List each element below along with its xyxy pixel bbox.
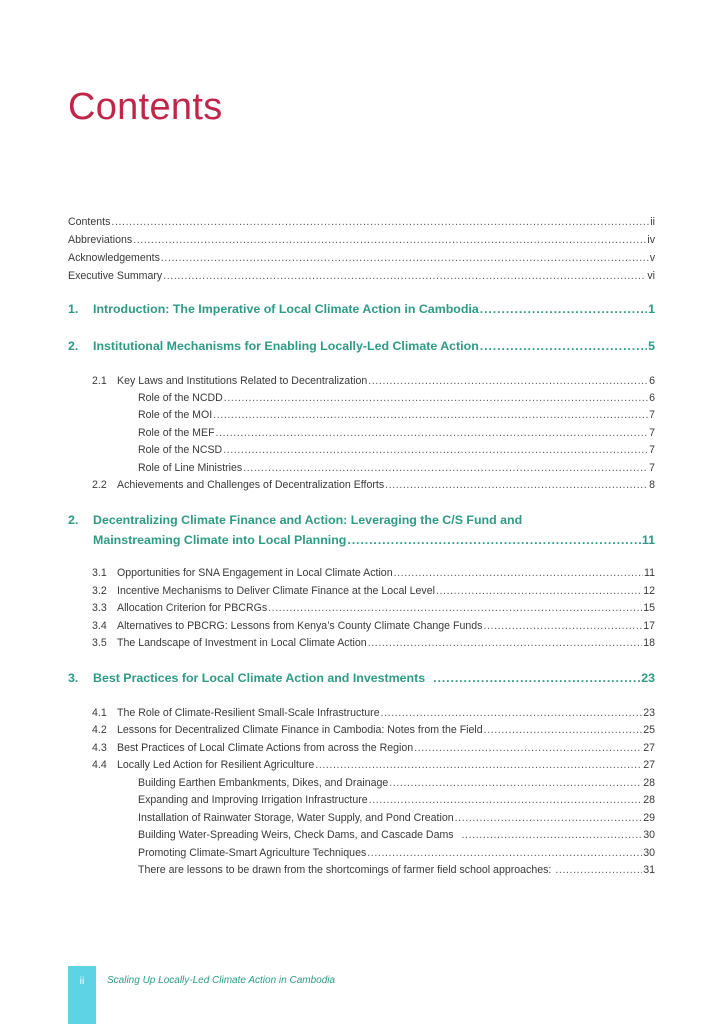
toc-section-4-4[interactable] (68, 758, 655, 772)
toc-page-number: ii (650, 216, 655, 228)
toc-leader (347, 530, 641, 550)
toc-page-number: vi (647, 270, 655, 282)
section-number: 3.5 (92, 637, 107, 649)
chapter-number: 2. (68, 339, 79, 353)
toc-label: The Role of Climate-Resilient Small-Scale Infrastructure (117, 707, 380, 719)
toc-leader (213, 408, 648, 422)
toc-page-number: 7 (649, 444, 655, 456)
toc-leader (455, 811, 643, 825)
toc-subsection-embankments[interactable] (68, 776, 655, 790)
toc-leader (133, 233, 646, 247)
toc-section-3-1[interactable] (68, 566, 655, 580)
toc-leader (480, 337, 647, 355)
toc-page-number: 7 (649, 462, 655, 474)
toc-subsection-climate-smart[interactable] (68, 846, 655, 860)
toc-subsection-mef[interactable] (68, 426, 655, 440)
toc-page-number: 27 (643, 759, 655, 771)
toc-leader (216, 426, 649, 440)
chapter-number: 3. (68, 671, 79, 685)
toc-page-number: 11 (644, 567, 655, 579)
toc-leader (224, 391, 648, 405)
toc-leader (243, 461, 648, 475)
toc-section-2-1[interactable] (68, 374, 655, 388)
toc-subsection-rainwater[interactable] (68, 811, 655, 825)
section-number: 3.1 (92, 567, 107, 579)
toc-page-number: 6 (649, 392, 655, 404)
toc-label: Acknowledgements (68, 252, 160, 264)
toc-leader (369, 793, 643, 807)
toc-section-3-4[interactable] (68, 619, 655, 633)
toc-leader (111, 215, 649, 229)
toc-chapter-4[interactable] (68, 669, 655, 687)
toc-subsection-ncsd[interactable] (68, 443, 655, 457)
toc-leader (389, 776, 642, 790)
toc-label: Building Earthen Embankments, Dikes, and Drainage (138, 777, 389, 789)
toc-label: Opportunities for SNA Engagement in Local Climate Action (117, 567, 393, 579)
toc-label: Key Laws and Institutions Related to Decentralization (117, 375, 368, 387)
toc-leader (163, 269, 646, 283)
toc-label: Role of the NCDD (138, 392, 223, 404)
toc-label: Lessons for Decentralized Climate Finance in Cambodia: Notes from the Field (117, 724, 483, 736)
toc-label: Role of the NCSD (138, 444, 223, 456)
toc-label: Incentive Mechanisms to Deliver Climate Finance at the Local Level (117, 585, 435, 597)
toc-chapter-1[interactable] (68, 300, 655, 318)
toc-leader (480, 300, 647, 318)
toc-leader (385, 478, 648, 492)
chapter-number: 1. (68, 302, 79, 316)
toc-page-number: 6 (649, 375, 655, 387)
toc-label: Best Practices of Local Climate Actions from across the Region (117, 742, 414, 754)
toc-chapter-2[interactable] (68, 337, 655, 355)
toc-page-number: iv (647, 234, 655, 246)
toc-chapter-3[interactable] (68, 510, 655, 550)
toc-page-number: 25 (643, 724, 655, 736)
toc-page-number: 1 (648, 302, 655, 316)
toc-page-number: 17 (643, 620, 655, 632)
chapter-label: Institutional Mechanisms for Enabling Locally-Led Climate Action (93, 339, 479, 353)
toc-subsection-irrigation[interactable] (68, 793, 655, 807)
footer-page-number: ii (79, 976, 85, 987)
section-number: 3.2 (92, 585, 107, 597)
toc-label: Promoting Climate-Smart Agriculture Techniques (138, 847, 367, 859)
toc-label: Role of the MOI (138, 409, 213, 421)
toc-page-number: 5 (648, 339, 655, 353)
toc-label: Role of Line Ministries (138, 462, 243, 474)
toc-label: Abbreviations (68, 234, 133, 246)
toc-label: Role of the MEF (138, 427, 215, 439)
footer-document-title: Scaling Up Locally-Led Climate Action in Cambodia (107, 975, 336, 986)
toc-page-number: 7 (649, 409, 655, 421)
toc-entry-abbreviations[interactable] (68, 233, 655, 247)
toc-subsection-weirs[interactable] (68, 828, 655, 842)
toc-leader (381, 706, 643, 720)
toc-entry-acknowledgements[interactable] (68, 251, 655, 265)
toc-page-number: 23 (641, 671, 655, 685)
toc-leader (368, 374, 648, 388)
toc-leader (394, 566, 643, 580)
toc-leader (436, 584, 642, 598)
toc-page-number: 23 (643, 707, 655, 719)
section-number: 3.4 (92, 620, 107, 632)
toc-page-number: 29 (643, 812, 655, 824)
toc-page-number: 11 (641, 533, 655, 547)
toc-label: There are lessons to be drawn from the shortcomings of farmer field school approaches: (138, 864, 552, 876)
toc-subsection-moi[interactable] (68, 408, 655, 422)
chapter-label-line-1: Decentralizing Climate Finance and Action: Leveraging the C/S Fund and (93, 513, 523, 527)
toc-leader (414, 741, 642, 755)
toc-page-number: 8 (649, 479, 655, 491)
section-number: 4.4 (92, 759, 107, 771)
toc-entry-executive-summary[interactable] (68, 269, 655, 283)
section-number: 2.1 (92, 375, 107, 387)
toc-page-number: 12 (643, 585, 655, 597)
toc-leader (368, 636, 643, 650)
chapter-label-line-2: Mainstreaming Climate into Local Planning (93, 533, 347, 547)
toc-page-number: v (649, 252, 655, 264)
toc-page-number: 28 (643, 777, 655, 789)
footer-page-tab (68, 966, 96, 1024)
toc-leader (223, 443, 648, 457)
section-number: 4.1 (92, 707, 107, 719)
toc-section-3-5[interactable] (68, 636, 655, 650)
toc-page-number: 28 (643, 794, 655, 806)
toc-page-number: 15 (643, 602, 655, 614)
toc-label: Executive Summary (68, 270, 163, 282)
toc-section-2-2[interactable] (68, 478, 655, 492)
section-number: 4.2 (92, 724, 107, 736)
toc-leader (433, 669, 640, 687)
toc-label: Installation of Rainwater Storage, Water Supply, and Pond Creation (138, 812, 454, 824)
toc-page-number: 31 (643, 864, 655, 876)
toc-leader (367, 846, 642, 860)
toc-entry-contents[interactable] (68, 215, 655, 229)
toc-label: Building Water-Spreading Weirs, Check Dams, and Cascade Dams (138, 829, 454, 841)
toc-page-number: 27 (643, 742, 655, 754)
toc-leader (315, 758, 642, 772)
toc-leader (484, 723, 643, 737)
toc-label: Contents (68, 216, 111, 228)
toc-page-number: 30 (643, 847, 655, 859)
toc-label: The Landscape of Investment in Local Climate Action (117, 637, 367, 649)
toc-page-number: 7 (649, 427, 655, 439)
toc-section-4-2[interactable] (68, 723, 655, 737)
toc-leader (483, 619, 642, 633)
toc-section-3-2[interactable] (68, 584, 655, 598)
toc-label: Alternatives to PBCRG: Lessons from Kenya’s County Climate Change Funds (117, 620, 483, 632)
toc-subsection-ncdd[interactable] (68, 391, 655, 405)
toc-leader (161, 251, 649, 265)
section-number: 2.2 (92, 479, 107, 491)
toc-section-3-3[interactable] (68, 601, 655, 615)
toc-section-4-1[interactable] (68, 706, 655, 720)
toc-subsection-line-ministries[interactable] (68, 461, 655, 475)
toc-page-number: 18 (643, 637, 655, 649)
chapter-label: Introduction: The Imperative of Local Climate Action in Cambodia (93, 302, 479, 316)
toc-label: Achievements and Challenges of Decentralization Efforts (117, 479, 385, 491)
toc-label: Allocation Criterion for PBCRGs (117, 602, 268, 614)
chapter-label: Best Practices for Local Climate Action and Investments (93, 671, 426, 685)
toc-section-4-3[interactable] (68, 741, 655, 755)
toc-label: Expanding and Improving Irrigation Infrastructure (138, 794, 368, 806)
section-number: 4.3 (92, 742, 107, 754)
section-number: 3.3 (92, 602, 107, 614)
toc-leader (268, 601, 642, 615)
toc-label: Locally Led Action for Resilient Agriculture (117, 759, 315, 771)
toc-subsection-farmer-field-school[interactable] (68, 863, 655, 877)
toc-page-number: 30 (643, 829, 655, 841)
toc-leader (462, 828, 643, 842)
toc-leader (555, 863, 642, 877)
chapter-number: 2. (68, 513, 79, 527)
page-title: Contents (68, 86, 223, 128)
